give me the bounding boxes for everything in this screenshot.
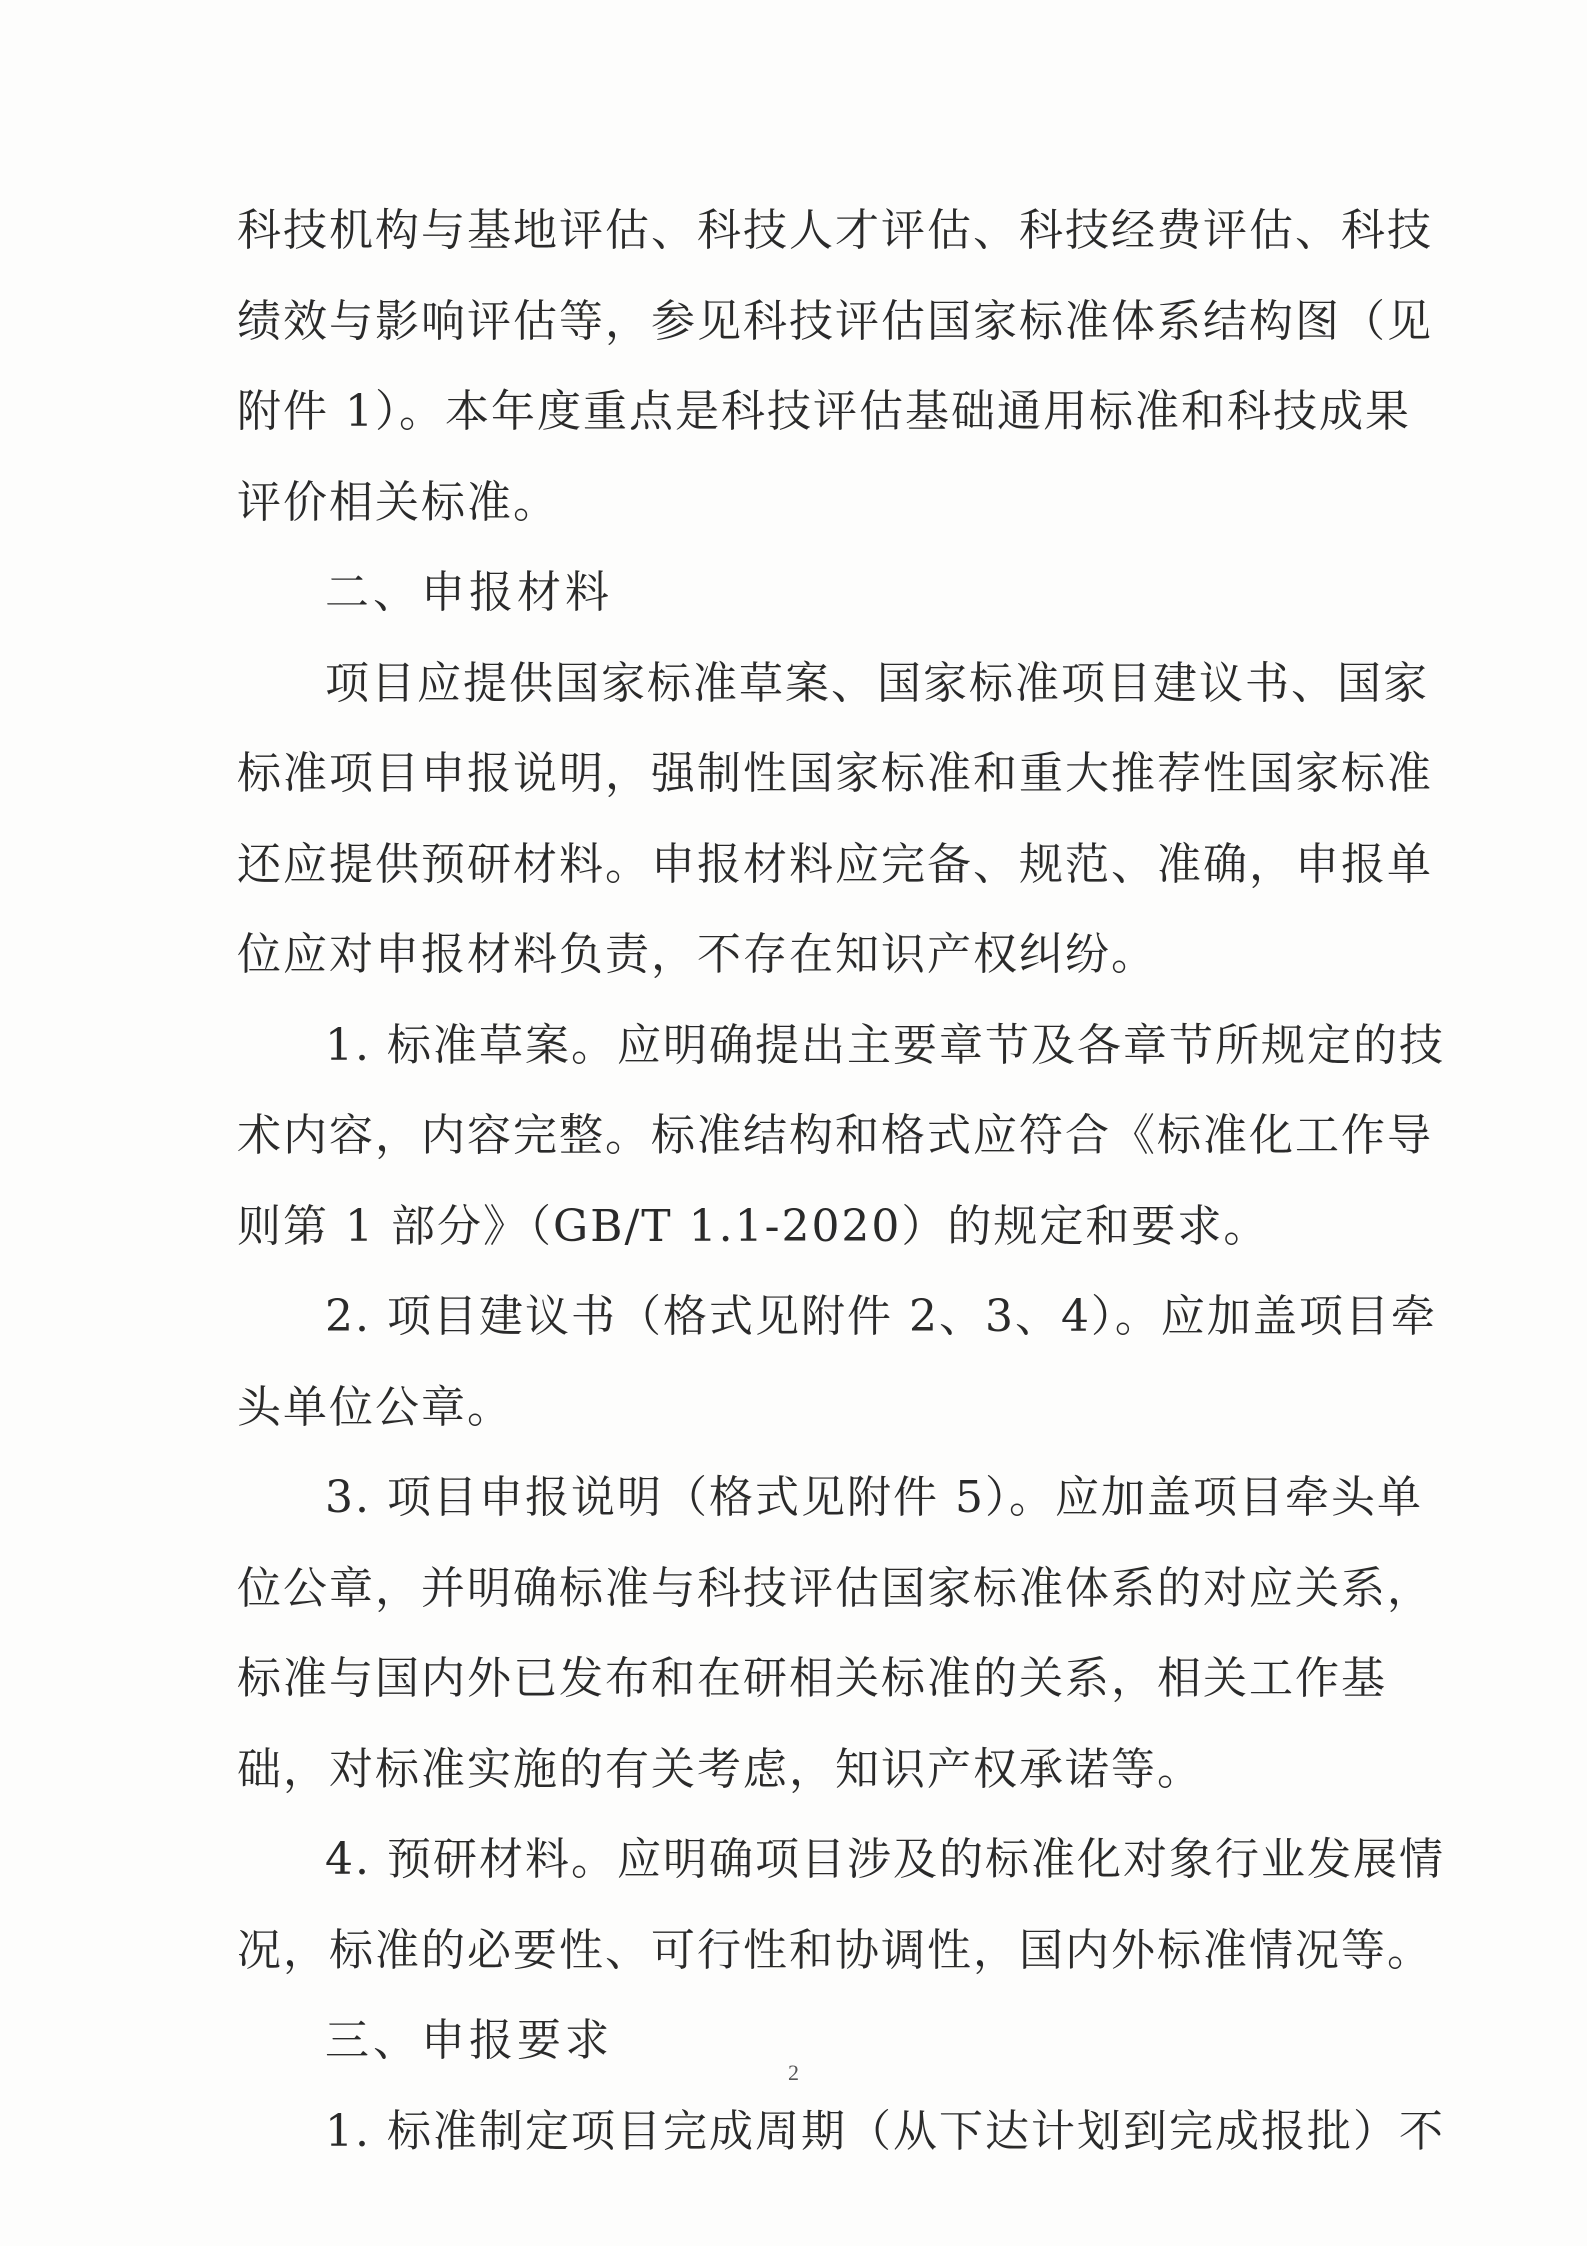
section-heading: 三、申报要求: [325, 2015, 613, 2066]
text-line: 术内容，内容完整。标准结构和格式应符合《标准化工作导: [237, 1110, 1433, 1161]
text-line: 标准项目申报说明，强制性国家标准和重大推荐性国家标准: [237, 748, 1433, 799]
text-line: 位公章，并明确标准与科技评估国家标准体系的对应关系，: [237, 1563, 1433, 1614]
text-line: 况，标准的必要性、可行性和协调性，国内外标准情况等。: [237, 1925, 1433, 1976]
text-line: 础，对标准实施的有关考虑，知识产权承诺等。: [237, 1744, 1203, 1795]
text-line: 2. 项目建议书（格式见附件 2、3、4）。应加盖项目牵: [325, 1291, 1437, 1342]
text-line: 绩效与影响评估等，参见科技评估国家标准体系结构图（见: [237, 296, 1433, 347]
text-line: 头单位公章。: [237, 1382, 513, 1433]
text-line: 3. 项目申报说明（格式见附件 5）。应加盖项目牵头单: [325, 1472, 1423, 1523]
text-line: 1. 标准草案。应明确提出主要章节及各章节所规定的技: [325, 1020, 1445, 1071]
text-line: 评价相关标准。: [237, 477, 559, 528]
page-number: 2: [788, 2060, 799, 2085]
text-line: 项目应提供国家标准草案、国家标准项目建议书、国家: [325, 658, 1429, 709]
text-line: 还应提供预研材料。申报材料应完备、规范、准确，申报单: [237, 839, 1433, 890]
text-line: 标准与国内外已发布和在研相关标准的关系，相关工作基: [237, 1653, 1387, 1704]
text-line: 4. 预研材料。应明确项目涉及的标准化对象行业发展情: [325, 1834, 1445, 1885]
text-line: 科技机构与基地评估、科技人才评估、科技经费评估、科技: [237, 205, 1433, 256]
text-line: 附件 1）。本年度重点是科技评估基础通用标准和科技成果: [237, 386, 1411, 437]
text-line: 位应对申报材料负责，不存在知识产权纠纷。: [237, 929, 1157, 980]
text-line: 1. 标准制定项目完成周期（从下达计划到完成报批）不: [325, 2106, 1445, 2157]
text-line: 则第 1 部分》（GB/T 1.1-2020）的规定和要求。: [237, 1201, 1270, 1252]
section-heading: 二、申报材料: [325, 567, 613, 618]
